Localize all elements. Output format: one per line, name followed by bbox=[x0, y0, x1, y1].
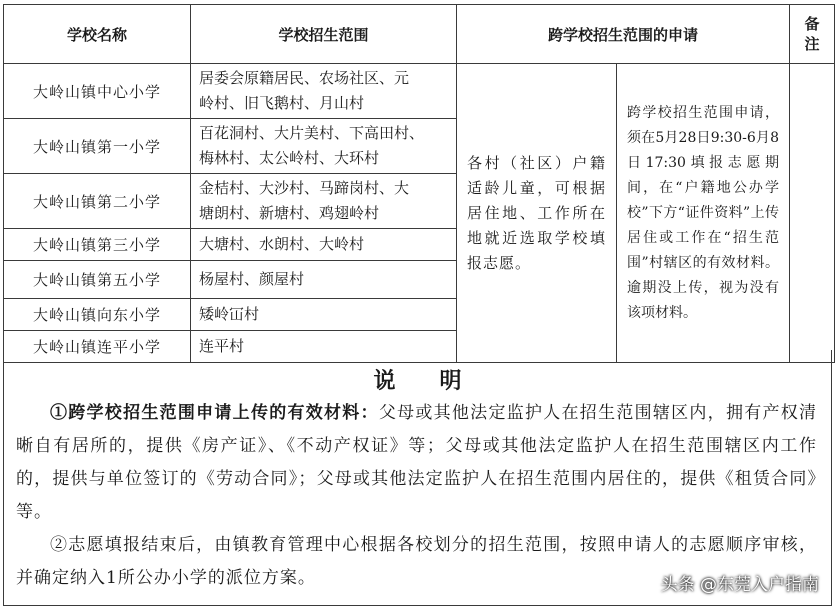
enrollment-area-cell bbox=[191, 229, 457, 261]
header-enrollment-area: 学校招生范围 bbox=[191, 5, 457, 64]
school-name-cell: 大岭山镇第二小学 bbox=[4, 174, 191, 229]
school-name-cell: 大岭山镇连平小学 bbox=[4, 331, 191, 363]
notes-item-2: ②志愿填报结束后，由镇教育管理中心根据各校划分的招生范围，按照申请人的志愿顺序审核，并确定纳入1所公办小学的派位方案。 bbox=[16, 535, 817, 588]
enrollment-area-cell bbox=[191, 261, 457, 299]
school-name-cell: 大岭山镇向东小学 bbox=[4, 299, 191, 331]
table-row bbox=[4, 64, 835, 119]
header-remark bbox=[790, 5, 835, 64]
enrollment-area-line: 杨屋村、颜屋村 bbox=[199, 270, 305, 288]
enrollment-area-line: 金桔村、大沙村、马蹄岗村、大 bbox=[199, 179, 410, 197]
enrollment-table bbox=[3, 4, 835, 363]
school-name-cell: 大岭山镇中心小学 bbox=[4, 64, 191, 119]
header-cross-application: 跨学校招生范围的申请 bbox=[457, 5, 790, 64]
cross-eligibility-cell: 各村（社区）户籍适龄儿童，可根据居住地、工作所在地就近选取学校填报志愿。 bbox=[457, 64, 617, 363]
header-remark-line-1: 备 bbox=[804, 15, 820, 33]
table-header-row bbox=[4, 5, 835, 64]
enrollment-area-line: 大塘村、水朗村、大岭村 bbox=[199, 235, 365, 253]
enrollment-area-line: 百花洞村、大片美村、下高田村、 bbox=[199, 124, 425, 142]
enrollment-area-line: 居委会原籍居民、农场社区、元 bbox=[199, 69, 410, 87]
notes-item-1-text: 父母或其他法定监护人在招生范围辖区内，拥有产权清晰自有居所的，提供《房产证》、《不动产权证》等；父母或其他法定监护人在招生范围辖区内工作的，提供与单位签订的《劳动合同》；父母或其他法定监护人在招生范围内居住的，提供《租赁合同》等。 bbox=[16, 403, 818, 522]
enrollment-area-cell bbox=[191, 174, 457, 229]
enrollment-area-line: 矮岭冚村 bbox=[199, 305, 260, 323]
school-name-cell: 大岭山镇第三小学 bbox=[4, 229, 191, 261]
header-school-name: 学校名称 bbox=[4, 5, 191, 64]
enrollment-area-cell bbox=[191, 299, 457, 331]
enrollment-area-line: 连平村 bbox=[199, 337, 245, 355]
watermark: 头条 @东莞入户指南 bbox=[660, 575, 819, 595]
enrollment-area-cell bbox=[191, 119, 457, 174]
enrollment-area-cell bbox=[191, 64, 457, 119]
notes-item-1-label: ①跨学校招生范围申请上传的有效材料： bbox=[50, 403, 379, 423]
application-instructions-cell: 跨学校招生范围申请，须在5月28日9:30-6月8日17:30填报志愿期间，在“户籍地公办学校”下方“证件资料”上传居住或工作在“招生范围”村辖区的有效材料。逾期没上传，视为没有该项材料。 bbox=[617, 64, 790, 363]
header-remark-line-2: 注 bbox=[804, 35, 820, 53]
notes-item-1 bbox=[4, 397, 831, 529]
school-name-cell: 大岭山镇第一小学 bbox=[4, 119, 191, 174]
enrollment-area-line: 梅林村、太公岭村、大环村 bbox=[199, 149, 380, 167]
notes-section bbox=[3, 350, 832, 606]
remark-cell bbox=[790, 64, 835, 363]
enrollment-area-line: 岭村、旧飞鹅村、月山村 bbox=[199, 94, 365, 112]
school-name-cell: 大岭山镇第五小学 bbox=[4, 261, 191, 299]
notes-title: 说明 bbox=[373, 368, 506, 394]
enrollment-area-line: 塘朗村、新塘村、鸡翅岭村 bbox=[199, 204, 380, 222]
